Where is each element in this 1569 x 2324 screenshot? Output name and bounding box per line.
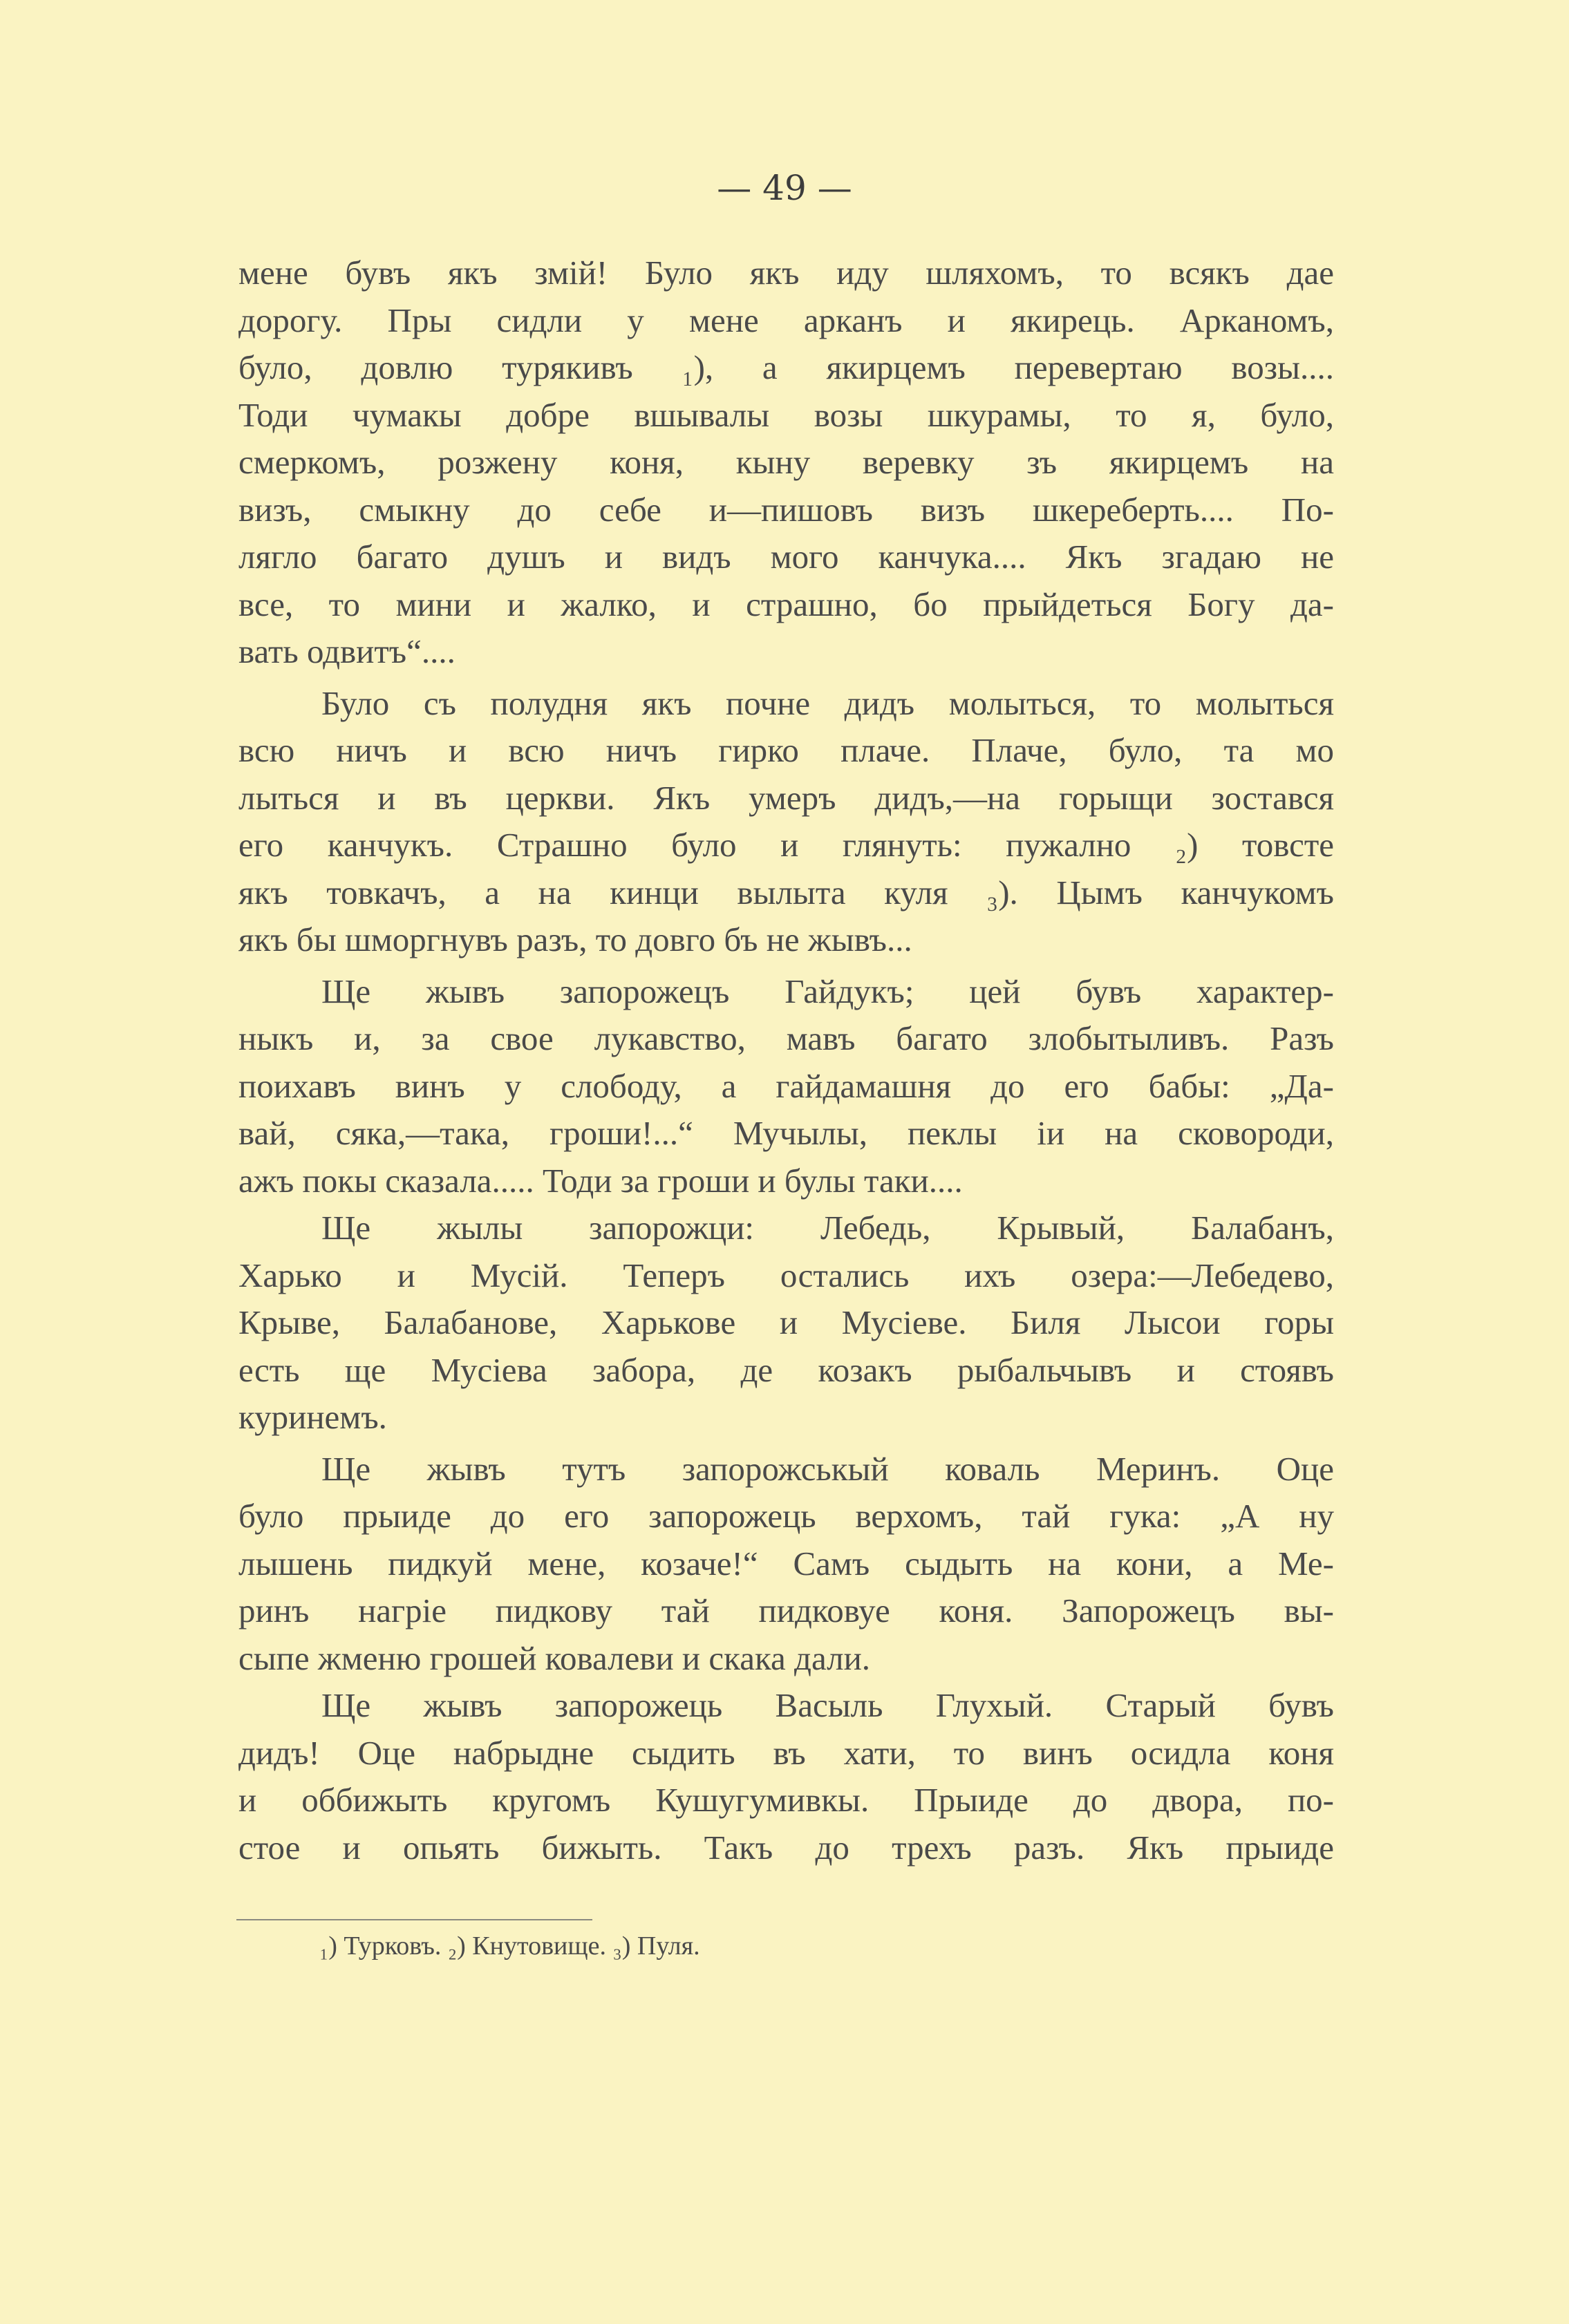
paragraph-1: [238, 249, 1334, 676]
text-line: Тоди чумакы добре вшывалы возы шкурамы, то я, було,: [238, 395, 1334, 434]
text-line: поихавъ винъ у слободу, а гайдамашня до его бабы: „Да-: [238, 1066, 1334, 1105]
text-line: Крыве, Балабанове, Харькове и Мусіеве. Биля Лысои горы: [238, 1303, 1334, 1341]
text-line: було, довлю турякивъ ₁), а якирцемъ перевертаю возы....: [238, 348, 1334, 386]
text-line: вать одвитъ“....: [238, 632, 455, 670]
text-line: лышень пидкуй мене, козаче!“ Самъ сыдыть на кони, а Ме-: [238, 1544, 1334, 1583]
text-line: смеркомъ, розжену коня, кыну веревку зъ якирцемъ на: [238, 443, 1334, 481]
text-line: Ще жывъ запорожецъ Гайдукъ; цей бувъ характер-: [321, 972, 1334, 1010]
text-line: визъ, смыкну до себе и—пишовъ визъ шкереберть.... По-: [238, 490, 1334, 529]
text-line: було прыиде до его запорожець верхомъ, тай гука: „А ну: [238, 1497, 1334, 1535]
text-line: Ще жывъ запорожець Васыль Глухый. Старый бувъ: [321, 1686, 1334, 1724]
text-line: куринемъ.: [238, 1398, 387, 1436]
text-line: дорогу. Пры сидли у мене арканъ и якирець. Арканомъ,: [238, 301, 1334, 339]
footnotes: ₁) Турковъ. ₂) Кнутовище. ₃) Пуля.: [319, 1931, 700, 1961]
text-line: Ще жылы запорожци: Лебедь, Крывый, Балабанъ,: [321, 1209, 1334, 1247]
text-line: Ще жывъ тутъ запорожськый коваль Меринъ. Оце: [321, 1449, 1334, 1488]
paragraph-2: [238, 680, 1334, 964]
text-line: вай, сяка,—така, гроши!...“ Мучылы, пеклы іи на сковороди,: [238, 1114, 1334, 1152]
footnote-divider: [236, 1919, 592, 1920]
text-line: все, то мини и жалко, и страшно, бо прыйдеться Богу да-: [238, 585, 1334, 623]
text-line: стое и опьять бижыть. Такъ до трехъ разъ. Якъ прыиде: [238, 1828, 1334, 1867]
text-line: Харько и Мусій. Теперъ остались ихъ озера:—Лебедево,: [238, 1256, 1334, 1294]
text-line: дидъ! Оце набрыдне сыдить въ хати, то винъ осидла коня: [238, 1733, 1334, 1772]
text-line: сыпе жменю грошей ковалеви и скака дали.: [238, 1638, 871, 1677]
text-line: его канчукъ. Страшно було и глянуть: пужално ₂) товсте: [238, 826, 1334, 864]
paragraph-6: [238, 1682, 1334, 1871]
text-line: Було съ полудня якъ почне дидъ молыться, то молыться: [321, 683, 1334, 722]
text-line: всю ничъ и всю ничъ гирко плаче. Плаче, було, та мо: [238, 731, 1334, 769]
text-line: ныкъ и, за свое лукавство, мавъ багато злобытыливъ. Разъ: [238, 1019, 1334, 1057]
page-number: — 49 —: [717, 168, 852, 208]
text-line: якъ товкачъ, а на кинци вылыта куля ₃). Цымъ канчукомъ: [238, 873, 1334, 911]
text-line: мене бувъ якъ змій! Було якъ иду шляхомъ, то всякъ дае: [238, 254, 1334, 292]
text-line: ажъ покы сказала..... Тоди за гроши и булы таки....: [238, 1161, 963, 1200]
body-text: [238, 249, 1334, 1871]
paragraph-5: [238, 1446, 1334, 1683]
paragraph-3: [238, 968, 1334, 1205]
text-line: ринъ нагріе пидкову тай пидковуе коня. Запорожецъ вы-: [238, 1591, 1334, 1629]
text-line: лягло багато душъ и видъ мого канчука.... Якъ згадаю не: [238, 538, 1334, 576]
text-line: и оббижыть кругомъ Кушугумивкы. Прыиде до двора, по-: [238, 1781, 1334, 1819]
text-line: лыться и въ церкви. Якъ умеръ дидъ,—на горыщи зостався: [238, 778, 1334, 817]
paragraph-4: [238, 1204, 1334, 1442]
text-line: якъ бы шморгнувъ разъ, то довго бъ не жывъ...: [238, 920, 912, 958]
text-line: есть ще Мусіева забора, де козакъ рыбальчывъ и стоявъ: [238, 1350, 1334, 1389]
